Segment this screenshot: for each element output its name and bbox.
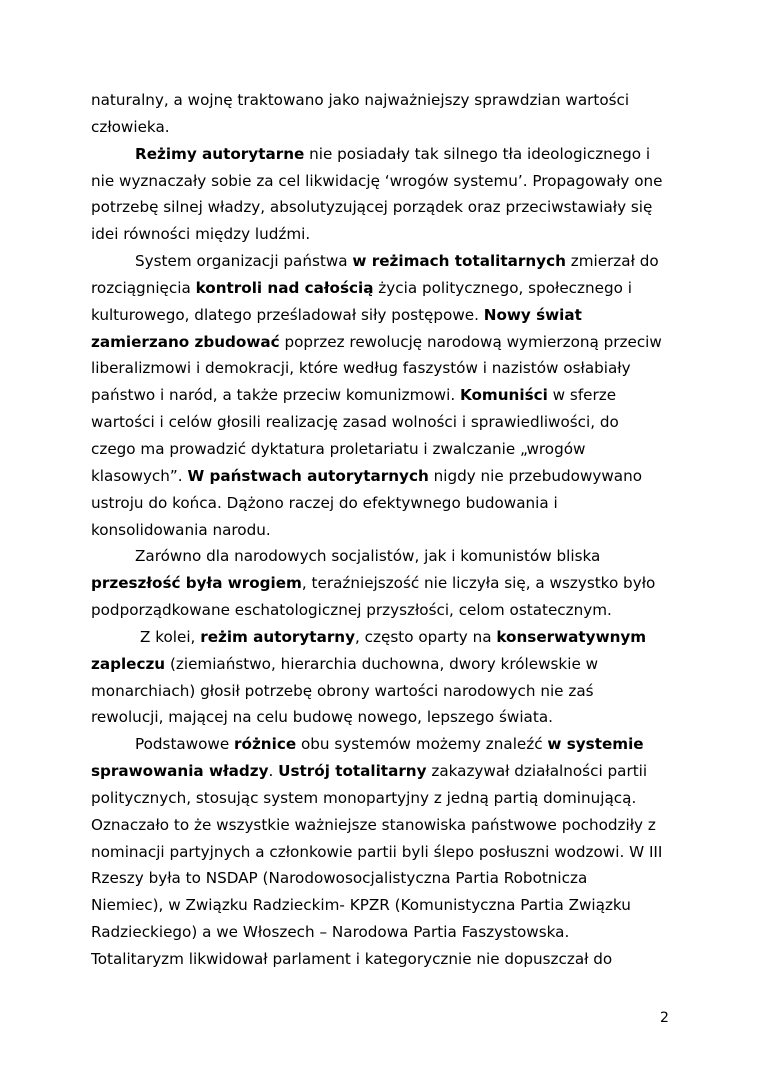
bold-text-run: konserwatywnym: [496, 627, 647, 646]
text-run: kulturowego, dlatego prześladował siły postępowe.: [91, 305, 484, 324]
text-line: [91, 329, 683, 356]
text-line: [91, 597, 683, 624]
text-run: zakazywał działalności partii: [426, 762, 648, 781]
bold-text-run: reżim autorytarny: [200, 627, 356, 646]
text-run: nie posiadały tak silnego tła ideologicznego i: [304, 144, 651, 163]
text-line: [91, 624, 683, 651]
text-run: klasowych”.: [91, 466, 188, 485]
text-run: życia politycznego, społecznego i: [373, 278, 632, 297]
paragraph: [91, 543, 683, 624]
text-line: [91, 946, 683, 973]
paragraph: [91, 141, 683, 248]
text-run: politycznych, stosując system monopartyjny z jedną partią dominującą.: [91, 788, 637, 807]
text-run: zmierzał do: [565, 252, 659, 271]
text-run: ustroju do końca. Dążono raczej do efektywnego budowania i: [91, 493, 558, 512]
text-run: nominacji partyjnych a członkowie partii byli ślepo posłuszni wodzowi. W III: [91, 842, 663, 861]
text-line: [91, 785, 683, 812]
text-run: idei równości między ludźmi.: [91, 225, 311, 244]
text-line: [91, 409, 683, 436]
text-line: [91, 490, 683, 517]
text-line: [91, 570, 683, 597]
text-run: Totalitaryzm likwidował parlament i kategorycznie nie dopuszczał do: [91, 950, 613, 968]
text-line: [91, 87, 683, 114]
text-line: [91, 302, 683, 329]
text-run: Rzeszy była to NSDAP (Narodowosocjalistyczna Partia Robotnicza: [91, 869, 588, 888]
text-line: [91, 221, 683, 248]
text-run: monarchiach) głosił potrzebę obrony wartości narodowych nie zaś: [91, 681, 594, 700]
text-line: [91, 248, 683, 275]
text-line: [91, 275, 683, 302]
text-run: Zarówno dla narodowych socjalistów, jak i komunistów bliska: [135, 547, 601, 566]
text-line: [91, 194, 683, 221]
text-line: [91, 865, 683, 892]
text-run: poprzez rewolucję narodową wymierzoną przeciw: [279, 332, 662, 351]
text-run: Oznaczało to że wszystkie ważniejsze stanowiska państwowe pochodziły z: [91, 815, 656, 834]
text-run: państwo i naród, a także przeciw komunizmowi.: [91, 386, 460, 405]
bold-text-run: Komuniści: [459, 386, 548, 405]
bold-text-run: zamierzano zbudować: [91, 332, 280, 351]
bold-text-run: sprawowania władzy: [91, 762, 269, 781]
bold-text-run: w systemie: [547, 735, 644, 754]
text-line: [91, 382, 683, 409]
text-line: [91, 141, 683, 168]
text-line: [91, 678, 683, 705]
text-run: , teraźniejszość nie liczyła się, a wszystko było: [301, 574, 656, 593]
bold-text-run: w reżimach totalitarnych: [352, 252, 566, 271]
bold-text-run: zapleczu: [91, 654, 166, 673]
text-run: nie wyznaczały sobie za cel likwidację ‘wrogów systemu’. Propagowały one: [91, 171, 663, 190]
bold-text-run: kontroli nad całością: [195, 278, 374, 297]
text-line: [91, 731, 683, 758]
text-line: [91, 758, 683, 785]
text-run: czego ma prowadzić dyktatura proletariatu i zwalczanie „wrogów: [91, 439, 586, 458]
text-run: .: [268, 762, 279, 781]
text-run: podporządkowane eschatologicznej przyszłości, celom ostatecznym.: [91, 601, 612, 620]
text-line: [91, 543, 683, 570]
bold-text-run: Reżimy autorytarne: [135, 144, 305, 163]
text-run: System organizacji państwa: [135, 252, 353, 271]
bold-text-run: Ustrój totalitarny: [278, 762, 427, 781]
text-run: człowieka.: [91, 117, 170, 136]
text-run: Niemiec), w Związku Radzieckim- KPZR (Komunistyczna Partia Związku: [91, 896, 631, 915]
text-line: [91, 812, 683, 839]
text-line: [91, 114, 683, 141]
text-line: [91, 168, 683, 195]
text-run: obu systemów możemy znaleźć: [296, 735, 548, 754]
paragraph: [91, 731, 683, 973]
text-run: wartości i celów głosili realizację zasad wolności i sprawiedliwości, do: [91, 413, 619, 432]
paragraph: [91, 87, 683, 141]
text-run: Radzieckiego) a we Włoszech – Narodowa Partia Faszystowska.: [91, 923, 570, 942]
paragraph: [91, 248, 683, 543]
text-run: rozciągnięcia: [91, 278, 196, 297]
text-run: konsolidowania narodu.: [91, 520, 271, 539]
text-run: Z kolei,: [140, 627, 201, 646]
bold-text-run: przeszłość była wrogiem: [91, 574, 302, 593]
paragraph: [91, 624, 683, 731]
text-line: [91, 892, 683, 919]
text-run: , często oparty na: [355, 627, 497, 646]
text-line: [91, 355, 683, 382]
text-run: potrzebę silnej władzy, absolutyzującej porządek oraz przeciwstawiały się: [91, 198, 653, 217]
text-line: [91, 839, 683, 866]
text-line: [91, 919, 683, 946]
text-line: [91, 651, 683, 678]
text-run: naturalny, a wojnę traktowano jako najważniejszy sprawdzian wartości: [91, 91, 630, 109]
page-number: 2: [660, 1010, 669, 1026]
text-line: [91, 704, 683, 731]
bold-text-run: W państwach autorytarnych: [187, 466, 429, 485]
text-line: [91, 463, 683, 490]
text-run: (ziemiaństwo, hierarchia duchowna, dwory królewskie w: [165, 654, 599, 673]
text-run: w sferze: [547, 386, 617, 405]
text-run: Podstawowe: [135, 735, 235, 754]
text-run: liberalizmowi i demokracji, które według faszystów i nazistów osłabiały: [91, 359, 631, 378]
text-run: rewolucji, mającej na celu budowę nowego, lepszego świata.: [91, 708, 553, 727]
text-run: nigdy nie przebudowywano: [428, 466, 643, 485]
text-line: [91, 517, 683, 544]
bold-text-run: Nowy świat: [483, 305, 582, 324]
document-body: [91, 87, 683, 973]
bold-text-run: różnice: [234, 735, 297, 754]
text-line: [91, 436, 683, 463]
